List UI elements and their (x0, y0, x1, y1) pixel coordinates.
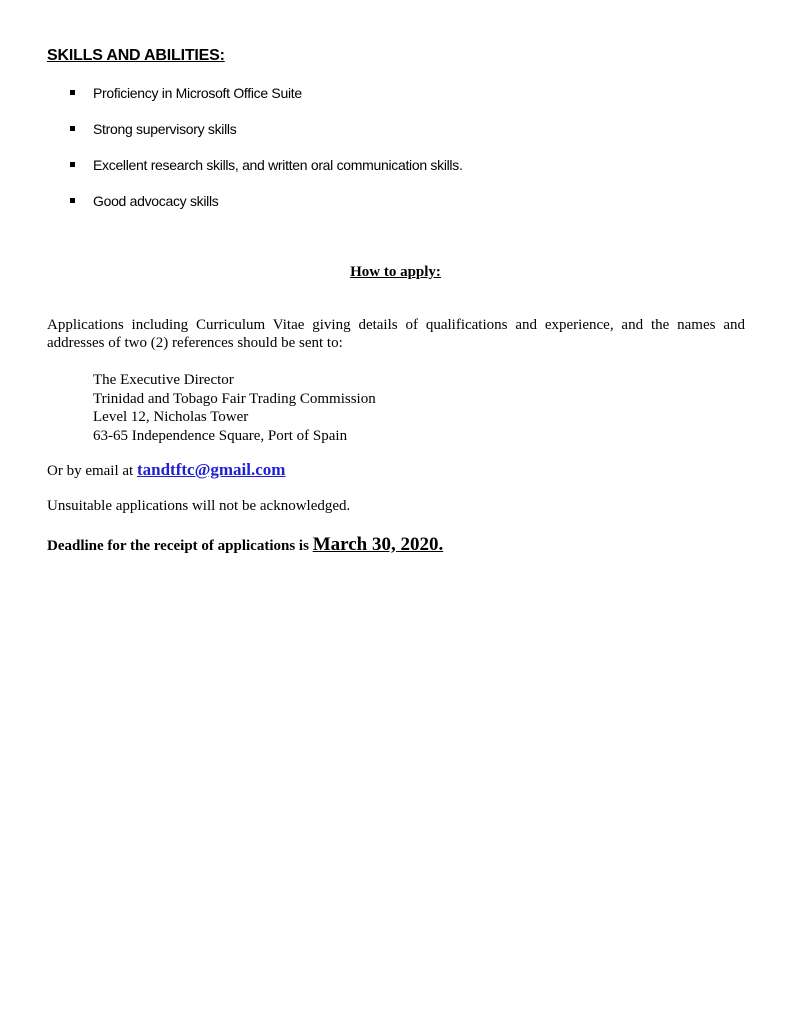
unsuitable-notice: Unsuitable applications will not be acknowledged. (47, 498, 351, 514)
email-prefix: Or by email at (47, 463, 137, 479)
skills-heading: SKILLS AND ABILITIES: (47, 47, 225, 64)
deadline-date: March 30, 2020. (312, 534, 444, 555)
square-bullet-icon (70, 198, 75, 203)
how-to-apply-heading: How to apply: (350, 264, 441, 280)
address-line: Trinidad and Tobago Fair Trading Commission (93, 390, 376, 407)
skill-text: Excellent research skills, and written oral communication skills. (93, 157, 463, 173)
skill-text: Proficiency in Microsoft Office Suite (93, 85, 302, 101)
mailing-address (93, 371, 376, 445)
square-bullet-icon (70, 126, 75, 131)
square-bullet-icon (70, 90, 75, 95)
email-link[interactable]: tandtftc@gmail.com (136, 460, 286, 479)
skill-text: Good advocacy skills (93, 193, 219, 209)
address-line: 63-65 Independence Square, Port of Spain (93, 427, 348, 444)
email-line (47, 460, 285, 480)
application-instructions: Applications including Curriculum Vitae giving details of qualifications and experience, and the names and addresses of two (2) references should be sent to: (47, 317, 745, 351)
deadline-line (47, 534, 443, 556)
skill-text: Strong supervisory skills (93, 121, 237, 137)
square-bullet-icon (70, 162, 75, 167)
deadline-prefix: Deadline for the receipt of applications is (47, 538, 313, 554)
address-line: Level 12, Nicholas Tower (93, 409, 249, 425)
address-line: The Executive Director (93, 372, 234, 388)
